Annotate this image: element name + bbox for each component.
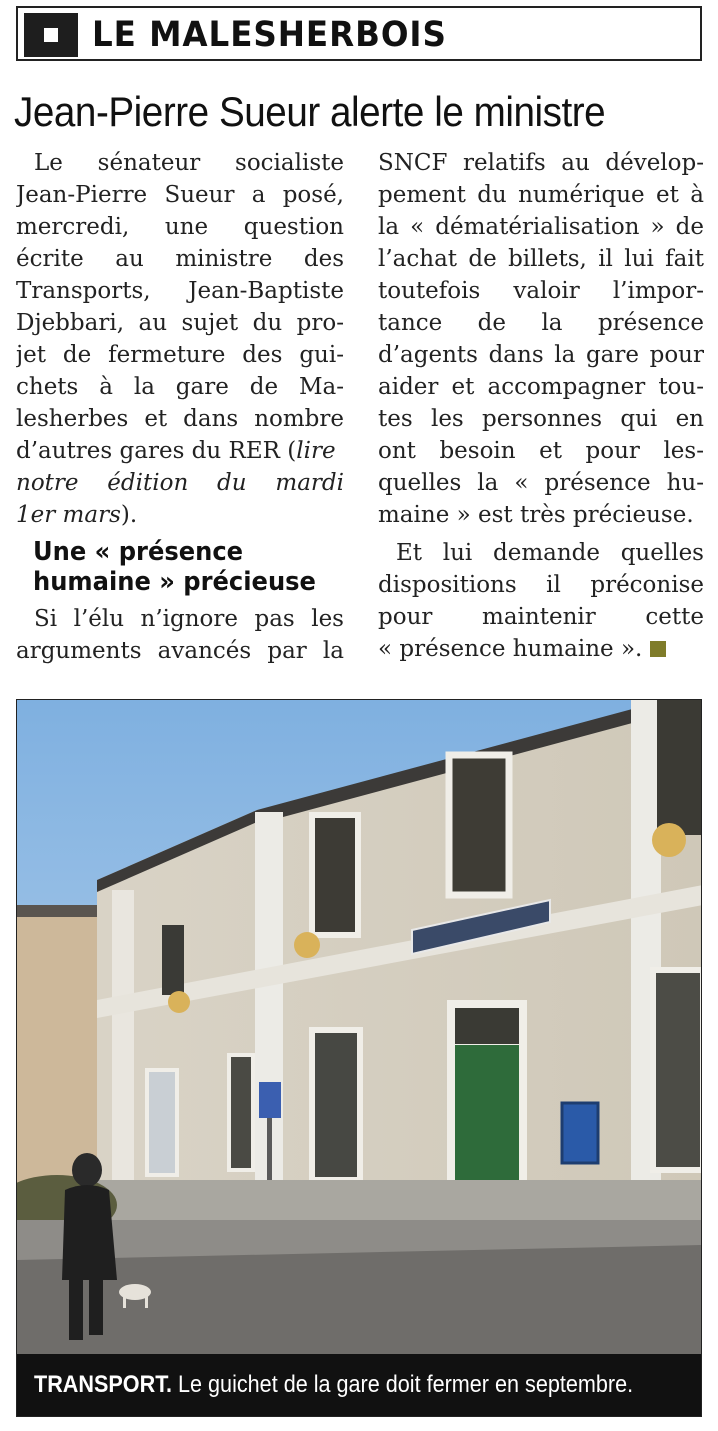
body-line: Transports, Jean-Baptiste (16, 278, 344, 304)
body-line: chets à la gare de Ma- (16, 374, 344, 400)
body-line: Le sénateur socialiste (34, 150, 344, 176)
body-line: pour maintenir cette (378, 604, 704, 630)
body-line: l’achat de billets, il lui fait (378, 246, 704, 272)
body-line: jet de fermeture des gui- (16, 342, 344, 368)
body-text: d’autres gares du RER ( (16, 438, 297, 464)
body-line: toutefois valoir l’impor- (378, 278, 704, 304)
body-line: mercredi, une question (16, 214, 344, 240)
body-line: Si l’élu n’ignore pas les (34, 606, 344, 632)
body-text: ). (120, 502, 138, 528)
section-marker-icon (24, 13, 78, 57)
body-line: aider et accompagner tou- (378, 374, 704, 400)
body-line: dispositions il préconise (378, 572, 704, 598)
body-line (378, 633, 704, 665)
body-line: d’agents dans la gare pour (378, 342, 704, 368)
subheading: humaine » précieuse (33, 567, 316, 597)
body-line: tes les personnes qui en (378, 406, 704, 432)
section-title: LE MALESHERBOIS (92, 15, 447, 55)
body-line: Jean-Pierre Sueur a posé, (16, 182, 344, 208)
section-header (16, 6, 702, 61)
subheading: Une « présence (33, 537, 244, 567)
body-line: Djebbari, au sujet du pro- (16, 310, 344, 336)
body-line (16, 435, 344, 467)
body-line: ont besoin et pour les- (378, 438, 704, 464)
body-line: pement du numérique et à (378, 182, 704, 208)
body-line: notre édition du mardi (16, 470, 344, 496)
body-line (16, 499, 344, 531)
photo-caption (17, 1354, 701, 1416)
article-headline: Jean-Pierre Sueur alerte le ministre (14, 88, 606, 135)
body-line: quelles la « présence hu- (378, 470, 704, 496)
body-line: maine » est très précieuse. (378, 502, 694, 528)
body-text-italic: lire (296, 438, 336, 464)
body-text: « présence humaine ». (378, 636, 643, 662)
end-of-article-icon (650, 641, 666, 657)
body-line: tance de la présence (378, 310, 704, 336)
body-line: arguments avancés par la (16, 638, 344, 664)
caption-label: TRANSPORT. (34, 1371, 173, 1398)
body-line: lesherbes et dans nombre (16, 406, 344, 432)
body-text-italic: 1er mars (16, 502, 121, 528)
body-line: SNCF relatifs au dévelop- (378, 150, 704, 176)
body-line: Et lui demande quelles (396, 540, 704, 566)
body-line: la « dématérialisation » de (378, 214, 704, 240)
body-line: écrite au ministre des (16, 246, 344, 272)
station-photo (16, 699, 702, 1417)
station-illustration (17, 700, 702, 1417)
caption-body: Le guichet de la gare doit fermer en septembre. (178, 1371, 634, 1398)
caption-text (34, 1354, 633, 1416)
